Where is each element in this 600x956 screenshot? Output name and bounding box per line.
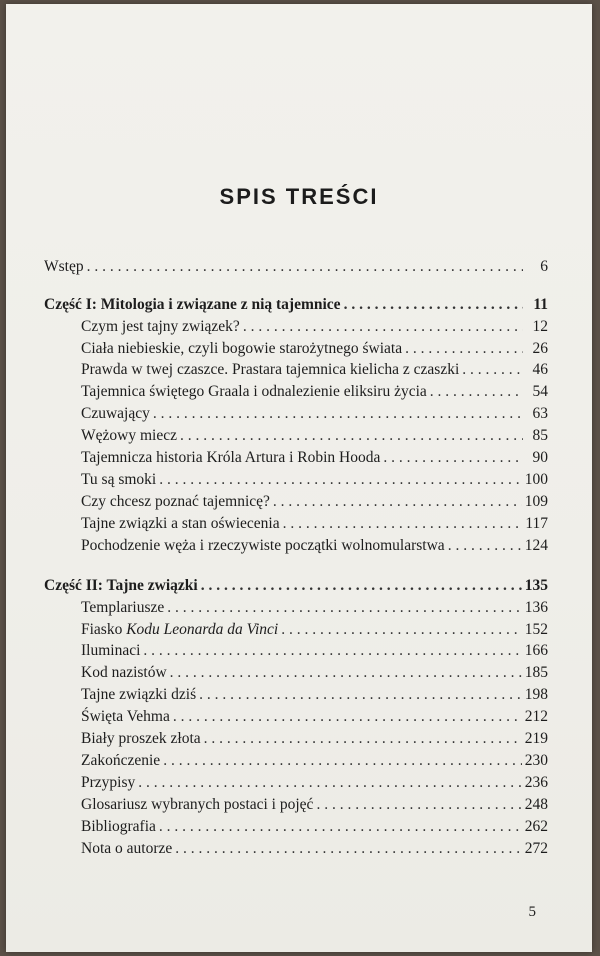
toc-page-number: 6 bbox=[540, 258, 548, 275]
toc-part-label: Część I: Mitologia i związane z nią tajemnice bbox=[44, 296, 341, 313]
toc-page-number: 124 bbox=[524, 537, 548, 554]
dot-leader bbox=[405, 340, 523, 358]
toc-label: Tajne związki a stan oświecenia bbox=[81, 515, 280, 532]
toc-page-number: 85 bbox=[532, 427, 548, 444]
toc-row-intro bbox=[44, 258, 548, 280]
book-page bbox=[6, 4, 592, 952]
dot-leader bbox=[159, 818, 522, 836]
toc-page-number: 54 bbox=[532, 383, 548, 400]
toc-page-number: 219 bbox=[524, 730, 548, 747]
toc-row bbox=[44, 427, 548, 449]
dot-leader bbox=[199, 686, 522, 704]
dot-leader bbox=[173, 708, 522, 726]
dot-leader bbox=[273, 493, 522, 511]
dot-leader bbox=[138, 774, 522, 792]
toc-label: Tajemnica świętego Graala i odnalezienie eliksiru życia bbox=[81, 383, 427, 400]
toc-label-plain: Fiasko bbox=[81, 621, 127, 638]
toc-page-number: 100 bbox=[524, 471, 548, 488]
toc-row bbox=[44, 752, 548, 774]
dot-leader bbox=[180, 427, 523, 445]
toc-label: Iluminaci bbox=[81, 642, 141, 659]
dot-leader bbox=[143, 642, 521, 660]
toc-row bbox=[44, 774, 548, 796]
toc-page-number: 12 bbox=[532, 318, 548, 335]
toc-label bbox=[44, 621, 278, 639]
dot-leader bbox=[243, 318, 523, 336]
toc-page-number: 166 bbox=[524, 642, 548, 659]
dot-leader bbox=[87, 258, 523, 276]
toc-row bbox=[44, 449, 548, 471]
toc-row-part1 bbox=[44, 296, 548, 318]
toc-label: Tu są smoki bbox=[81, 471, 157, 488]
toc-label: Ciała niebieskie, czyli bogowie starożytnego świata bbox=[81, 340, 403, 357]
toc-row bbox=[44, 318, 548, 340]
toc-label: Przypisy bbox=[81, 774, 136, 791]
toc-label: Wstęp bbox=[44, 258, 84, 275]
toc-page-number: 63 bbox=[532, 405, 548, 422]
toc-row bbox=[44, 708, 548, 730]
toc-row bbox=[44, 361, 548, 383]
toc-label: Kod nazistów bbox=[81, 664, 167, 681]
toc-row bbox=[44, 599, 548, 621]
toc-label: Wężowy miecz bbox=[81, 427, 177, 444]
toc-row bbox=[44, 730, 548, 752]
toc-row bbox=[44, 537, 548, 559]
toc-page-number: 46 bbox=[532, 361, 548, 378]
toc-label: Nota o autorze bbox=[81, 840, 173, 857]
toc-page-number: 248 bbox=[524, 796, 548, 813]
toc-page-number: 198 bbox=[524, 686, 548, 703]
toc-label: Prawda w twej czaszce. Prastara tajemnica kielicha z czaszki bbox=[81, 361, 460, 378]
toc-page-number: 272 bbox=[524, 840, 548, 857]
toc-label: Czym jest tajny związek? bbox=[81, 318, 240, 335]
toc-row bbox=[44, 340, 548, 362]
dot-leader bbox=[448, 537, 522, 555]
dot-leader bbox=[283, 515, 523, 533]
toc-label: Zakończenie bbox=[81, 752, 161, 769]
toc-row-part2 bbox=[44, 577, 548, 599]
dot-leader bbox=[204, 730, 522, 748]
toc-row bbox=[44, 621, 548, 643]
toc-page-number: 212 bbox=[524, 708, 548, 725]
toc-row bbox=[44, 405, 548, 427]
toc-page-number: 26 bbox=[532, 340, 548, 357]
dot-leader bbox=[281, 621, 522, 639]
dot-leader bbox=[167, 599, 521, 617]
toc-page-number: 90 bbox=[532, 449, 548, 466]
page-number: 5 bbox=[528, 904, 536, 920]
toc-row bbox=[44, 818, 548, 840]
toc-page-number: 135 bbox=[524, 577, 548, 594]
toc-page-number: 262 bbox=[524, 818, 548, 835]
dot-leader bbox=[462, 361, 523, 379]
toc-row bbox=[44, 686, 548, 708]
toc-row bbox=[44, 515, 548, 537]
toc-label: Czy chcesz poznać tajemnicę? bbox=[81, 493, 270, 510]
toc-label: Biały proszek złota bbox=[81, 730, 201, 747]
toc-part-label: Część II: Tajne związki bbox=[44, 577, 198, 594]
dot-leader bbox=[383, 449, 523, 467]
dot-leader bbox=[159, 471, 522, 489]
toc-page-number: 185 bbox=[524, 664, 548, 681]
toc-row bbox=[44, 796, 548, 818]
dot-leader bbox=[316, 796, 521, 814]
toc-row bbox=[44, 493, 548, 515]
toc-page-number: 109 bbox=[524, 493, 548, 510]
dot-leader bbox=[344, 296, 523, 314]
toc-label: Tajne związki dziś bbox=[81, 686, 197, 703]
toc-page-number: 152 bbox=[524, 621, 548, 638]
toc-page-number: 236 bbox=[524, 774, 548, 791]
toc-row bbox=[44, 664, 548, 686]
toc-page-number: 136 bbox=[524, 599, 548, 616]
dot-leader bbox=[175, 840, 522, 858]
toc-label: Tajemnicza historia Króla Artura i Robin Hooda bbox=[81, 449, 381, 466]
toc-page-number: 11 bbox=[533, 296, 548, 313]
toc-label-italic: Kodu Leonarda da Vinci bbox=[126, 621, 279, 638]
toc-label: Glosariusz wybranych postaci i pojęć bbox=[81, 796, 314, 813]
toc-row bbox=[44, 471, 548, 493]
dot-leader bbox=[153, 405, 523, 423]
toc-page-number: 117 bbox=[525, 515, 548, 532]
toc-row bbox=[44, 642, 548, 664]
toc-page-number: 230 bbox=[524, 752, 548, 769]
toc-row bbox=[44, 840, 548, 862]
dot-leader bbox=[163, 752, 522, 770]
dot-leader bbox=[170, 664, 522, 682]
toc-label: Pochodzenie węża i rzeczywiste początki wolnomularstwa bbox=[81, 537, 445, 554]
page-title: SPIS TREŚCI bbox=[219, 184, 379, 209]
toc-label: Święta Vehma bbox=[81, 708, 170, 725]
toc-label: Bibliografia bbox=[81, 818, 156, 835]
dot-leader bbox=[430, 383, 523, 401]
toc-label: Czuwający bbox=[81, 405, 150, 422]
toc-row bbox=[44, 383, 548, 405]
dot-leader bbox=[201, 577, 522, 595]
toc-label: Templariusze bbox=[81, 599, 165, 616]
